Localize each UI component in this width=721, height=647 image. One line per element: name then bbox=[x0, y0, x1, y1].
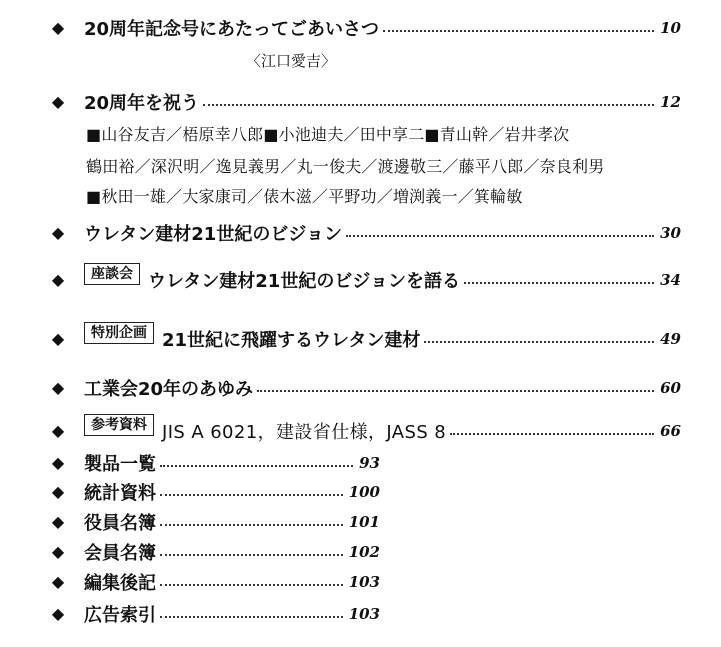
dot-leader bbox=[450, 433, 654, 435]
contributor-names-line: ■山谷友吉／梧原幸八郎■小池迪夫／田中享二■青山幹／岩井孝次 bbox=[86, 125, 570, 144]
toc-page-number: 60 bbox=[660, 379, 681, 397]
category-tag: 座談会 bbox=[84, 263, 140, 285]
diamond-bullet-icon: ◆ bbox=[51, 482, 65, 501]
category-tag: 参考資料 bbox=[84, 414, 154, 436]
toc-entry-title: 広告索引 bbox=[84, 605, 156, 626]
dot-leader bbox=[424, 341, 654, 343]
toc-page-number: 100 bbox=[348, 483, 380, 501]
toc-page-number: 102 bbox=[348, 543, 380, 561]
toc-entry-statistics bbox=[50, 478, 380, 506]
toc-page-number: 93 bbox=[359, 454, 380, 472]
dot-leader bbox=[160, 494, 343, 496]
diamond-bullet-icon: ◆ bbox=[51, 512, 65, 531]
contributor-names-line: 鶴田裕／深沢明／逸見義男／丸一俊夫／渡邊敬三／藤平八郎／奈良利男 bbox=[86, 157, 605, 176]
diamond-bullet-icon: ◆ bbox=[51, 378, 65, 397]
toc-page-number: 12 bbox=[660, 93, 681, 111]
dot-leader bbox=[160, 554, 343, 556]
toc-entry-celebration bbox=[50, 88, 681, 116]
diamond-bullet-icon: ◆ bbox=[51, 270, 65, 289]
dot-leader bbox=[160, 524, 343, 526]
toc-page-number: 10 bbox=[660, 19, 681, 37]
toc-entry-special-feature bbox=[50, 325, 681, 353]
author-note: 〈江口愛吉〉 bbox=[246, 52, 337, 70]
diamond-bullet-icon: ◆ bbox=[51, 421, 65, 440]
category-tag: 特別企画 bbox=[84, 322, 154, 344]
dot-leader bbox=[203, 104, 654, 106]
diamond-bullet-icon: ◆ bbox=[51, 604, 65, 623]
dot-leader bbox=[464, 282, 654, 284]
toc-entry-products bbox=[50, 449, 380, 477]
toc-entry-title: 20周年を祝う bbox=[84, 93, 200, 114]
toc-entry-title: 編集後記 bbox=[84, 573, 156, 594]
diamond-bullet-icon: ◆ bbox=[51, 329, 65, 348]
toc-entry-greeting bbox=[50, 14, 681, 42]
toc-entry-title: 役員名簿 bbox=[84, 513, 156, 534]
dot-leader bbox=[160, 616, 343, 618]
diamond-bullet-icon: ◆ bbox=[51, 92, 65, 111]
toc-entry-title: 会員名簿 bbox=[84, 543, 156, 564]
toc-entry-title: JIS A 6021，建設省仕様，JASS 8 bbox=[162, 422, 447, 443]
toc-entry-vision bbox=[50, 219, 681, 247]
diamond-bullet-icon: ◆ bbox=[51, 223, 65, 242]
toc-entry-title: 製品一覧 bbox=[84, 454, 156, 475]
dot-leader bbox=[160, 584, 343, 586]
toc-entry-members bbox=[50, 538, 380, 566]
toc-entry-title: ウレタン建材21世紀のビジョン bbox=[84, 224, 342, 245]
toc-entry-officers bbox=[50, 508, 380, 536]
toc-page-number: 34 bbox=[660, 271, 681, 289]
toc-entry-title: 工業会20年のあゆみ bbox=[84, 379, 254, 400]
diamond-bullet-icon: ◆ bbox=[51, 572, 65, 591]
toc-page-number: 66 bbox=[660, 422, 681, 440]
diamond-bullet-icon: ◆ bbox=[51, 18, 65, 37]
toc-page-number: 103 bbox=[348, 605, 380, 623]
dot-leader bbox=[346, 235, 654, 237]
toc-entry-history bbox=[50, 374, 681, 402]
toc-entry-editorial bbox=[50, 568, 380, 596]
toc-entry-ad-index bbox=[50, 600, 380, 628]
toc-page-number: 30 bbox=[660, 224, 681, 242]
diamond-bullet-icon: ◆ bbox=[51, 542, 65, 561]
toc-entry-title: ウレタン建材21世紀のビジョンを語る bbox=[148, 271, 460, 292]
toc-page-number: 103 bbox=[348, 573, 380, 591]
dot-leader bbox=[257, 390, 654, 392]
toc-entry-title: 統計資料 bbox=[84, 483, 156, 504]
toc-entry-title: 21世紀に飛躍するウレタン建材 bbox=[162, 330, 421, 351]
diamond-bullet-icon: ◆ bbox=[51, 453, 65, 472]
toc-page-number: 49 bbox=[660, 330, 681, 348]
toc-entry-reference bbox=[50, 417, 681, 445]
toc-page-number: 101 bbox=[348, 513, 380, 531]
toc-entry-roundtable bbox=[50, 266, 681, 294]
dot-leader bbox=[383, 30, 654, 32]
dot-leader bbox=[160, 465, 353, 467]
contributor-names-line: ■秋田一雄／大家康司／俵木滋／平野功／増渕義一／箕輪敏 bbox=[86, 187, 523, 206]
toc-entry-title: 20周年記念号にあたってごあいさつ bbox=[84, 19, 380, 40]
